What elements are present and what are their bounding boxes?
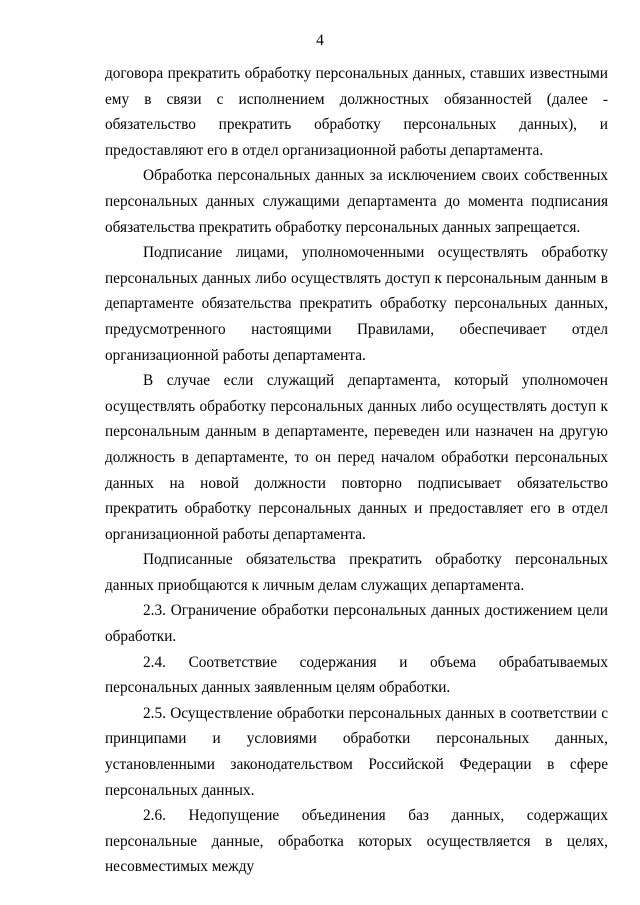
paragraph-signed-obligations: Подписанные обязательства прекратить обработку персональных данных приобщаются к личным делам служащих департамента. — [105, 551, 608, 594]
paragraph-2-6: 2.6. Недопущение объединения баз данных, содержащих персональные данные, обработка которых осуществляется в целях, несовместимых между — [105, 807, 608, 876]
paragraph-signing-obligation: Подписание лицами, уполномоченными осуществлять обработку персональных данных либо осуществлять доступ к персональным данным в департаменте обязательства прекратить обработку персональных данных, предусмотренного настоящими Правилами, обеспечивает отдел организационной работы департамента. — [105, 244, 608, 364]
paragraph-continuation: договора прекратить обработку персональных данных, ставших известными ему в связи с исполнением должностных обязанностей (далее - обязательство прекратить обработку персональных данных), и предоставляют его в отдел организационной работы департамента. — [105, 65, 608, 159]
paragraph-2-3: 2.3. Ограничение обработки персональных данных достижением цели обработки. — [105, 602, 608, 646]
paragraph-2-4: 2.4. Соответствие содержания и объема обрабатываемых персональных данных заявленным целям обработки. — [105, 653, 608, 697]
paragraph-transfer-case: В случае если служащий департамента, который уполномочен осуществлять обработку персональных данных либо осуществлять доступ к персональным данным в департаменте, переведен или назначен на другую должность в департаменте, то он перед началом обработки персональных данных на новой должности повторно подписывает обязательство прекратить обработку персональных данных и предоставляет его в отдел организационной работы департамента. — [105, 372, 608, 543]
paragraph-2-5: 2.5. Осуществление обработки персональных данных в соответствии с принципами и условиями обработки персональных данных, установленными законодательством Российской Федерации в сфере персональных данных. — [105, 704, 608, 799]
paragraph-processing-prohibited: Обработка персональных данных за исключением своих собственных персональных данных служащими департамента до момента подписания обязательства прекратить обработку персональных данных запрещается. — [105, 167, 608, 236]
document-body — [105, 61, 608, 880]
page-number: 4 — [316, 32, 324, 49]
